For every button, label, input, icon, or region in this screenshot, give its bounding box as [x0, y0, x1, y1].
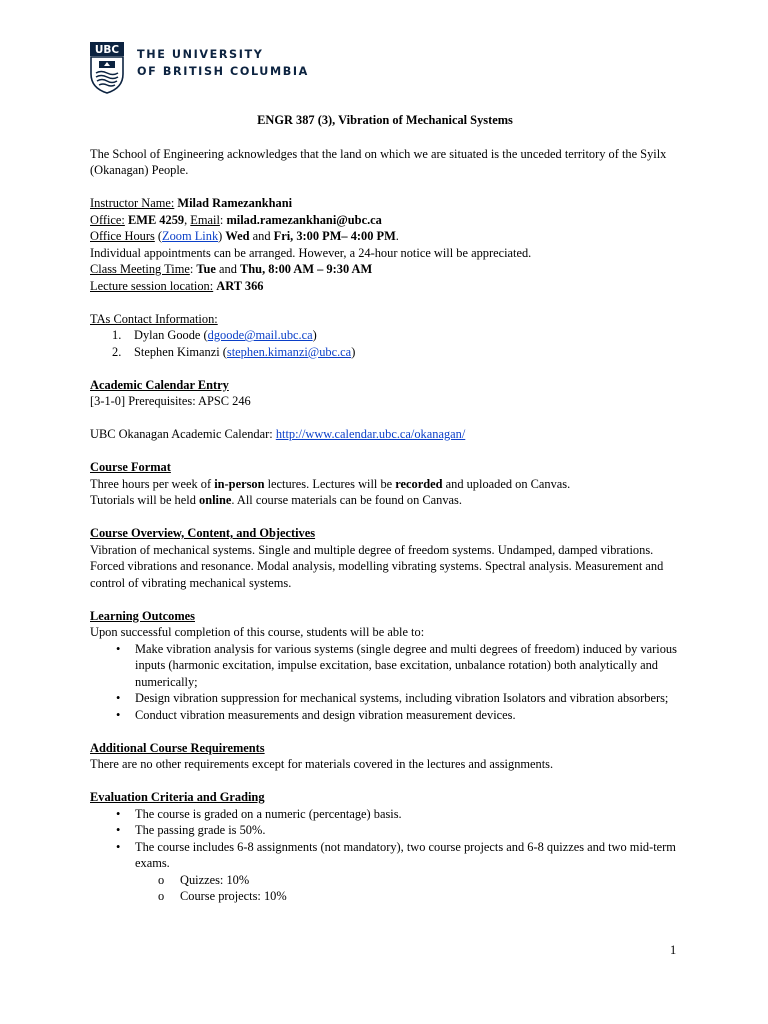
- office-label: Office:: [90, 212, 125, 227]
- ta-email-link[interactable]: stephen.kimanzi@ubc.ca: [226, 344, 352, 359]
- office-hours-line: Office Hours (Zoom Link) Wed and Fri, 3:00 PM– 4:00 PM.: [90, 229, 399, 243]
- list-item: • The course is graded on a numeric (percentage) basis.: [116, 806, 402, 821]
- outcomes-heading: Learning Outcomes: [90, 608, 195, 623]
- ubc-crest-text: UBC: [94, 44, 120, 56]
- university-name: [137, 46, 309, 80]
- circle-bullet-icon: o: [158, 872, 165, 887]
- meeting-day-2: Thu, 8:00 AM – 9:30 AM: [240, 262, 373, 276]
- requirements-heading: Additional Course Requirements: [90, 740, 265, 755]
- zoom-link[interactable]: Zoom Link: [162, 229, 219, 243]
- course-format-text-2: Tutorials will be held online. All course materials can be found on Canvas.: [90, 493, 462, 507]
- office-hours-day-1: Wed: [225, 229, 250, 243]
- bullet-icon: •: [116, 641, 121, 656]
- lecture-location-label: Lecture session location:: [90, 278, 214, 293]
- grading-list: [90, 806, 680, 905]
- class-meeting-label: Class Meeting Time: [90, 262, 190, 276]
- circle-bullet-icon: o: [158, 889, 165, 903]
- ta-name: Dylan Goode: [134, 328, 201, 342]
- office-hours-label: Office Hours: [90, 229, 155, 243]
- bullet-icon: •: [116, 823, 121, 837]
- grading-heading: Evaluation Criteria and Grading: [90, 790, 265, 804]
- calendar-heading: Academic Calendar Entry: [90, 377, 229, 392]
- ta-item: 2. Stephen Kimanzi (stephen.kimanzi@ubc.ca): [112, 344, 356, 359]
- ta-item: 1. Dylan Goode (dgoode@mail.ubc.ca): [112, 328, 317, 342]
- ta-name: Stephen Kimanzi: [134, 344, 220, 359]
- ubc-crest-icon: [90, 42, 124, 94]
- lecture-location: ART 366: [216, 278, 264, 293]
- list-item: • Conduct vibration measurements and design vibration measurement devices.: [116, 707, 516, 722]
- outcomes-intro: Upon successful completion of this course, students will be able to:: [90, 625, 425, 639]
- syllabus-body: [90, 112, 680, 905]
- university-line-2: OF BRITISH COLUMBIA: [137, 65, 309, 78]
- instructor-name-label: Instructor Name:: [90, 196, 175, 210]
- list-item: o Course projects: 10%: [158, 889, 287, 903]
- class-meeting-line: Class Meeting Time: Tue and Thu, 8:00 AM – 9:30 AM: [90, 262, 373, 276]
- tas-heading: TAs Contact Information:: [90, 311, 218, 326]
- ubc-logo: [90, 42, 309, 94]
- course-title: ENGR 387 (3), Vibration of Mechanical Systems: [257, 113, 513, 127]
- overview-heading: Course Overview, Content, and Objectives: [90, 526, 316, 540]
- university-line-1: THE UNIVERSITY: [137, 48, 264, 61]
- lecture-location-line: [90, 278, 680, 295]
- list-item: • The passing grade is 50%.: [116, 823, 266, 837]
- calendar-link-line: UBC Okanagan Academic Calendar: http://www.calendar.ubc.ca/okanagan/: [90, 427, 466, 441]
- instructor-email: milad.ramezankhani@ubc.ca: [226, 212, 382, 227]
- appointments-note: Individual appointments can be arranged. However, a 24-hour notice will be appreciated.: [90, 245, 532, 260]
- office-room: EME 4259: [127, 212, 185, 227]
- instructor-name-line: [90, 195, 680, 212]
- overview-text: Vibration of mechanical systems. Single and multiple degree of freedom systems. Undamped, damped vibrations. Forced vibrations and resonance. Modal analysis, modelling vibrating systems. Spectral analysis. Measurement and control of vibrating mechanical systems.: [90, 542, 664, 590]
- email-label: Email: [190, 212, 220, 227]
- office-line: Office: EME 4259, Email: milad.ramezankhani@ubc.ca: [90, 212, 382, 227]
- ta-email-link[interactable]: dgoode@mail.ubc.ca: [207, 328, 313, 342]
- bullet-icon: •: [116, 806, 121, 821]
- course-format-text-1: Three hours per week of in-person lectures. Lectures will be recorded and uploaded on Canvas.: [90, 476, 571, 491]
- outcomes-list: [90, 641, 680, 724]
- prerequisites: [3-1-0] Prerequisites: APSC 246: [90, 394, 251, 408]
- requirements-text: There are no other requirements except for materials covered in the lectures and assignments.: [90, 757, 554, 771]
- land-acknowledgement: The School of Engineering acknowledges that the land on which we are situated is the unceded territory of the Syilx (Okanagan) People.: [90, 146, 667, 177]
- course-format-heading: Course Format: [90, 460, 171, 474]
- calendar-link[interactable]: http://www.calendar.ubc.ca/okanagan/: [275, 427, 466, 441]
- instructor-name: Milad Ramezankhani: [177, 196, 293, 210]
- meeting-day-1: Tue: [196, 262, 216, 276]
- list-item: • Make vibration analysis for various systems (single degree and multi degrees of freedom) induced by various inputs (harmonic excitation, impulse excitation, base excitation, unbalance rotation) both analytically and numerically;: [116, 641, 677, 689]
- page-number: 1: [670, 943, 677, 957]
- bullet-icon: •: [116, 691, 121, 705]
- bullet-icon: •: [116, 839, 121, 854]
- office-hours-day-2: Fri, 3:00 PM– 4:00 PM: [273, 229, 396, 243]
- bullet-icon: •: [116, 707, 121, 722]
- list-item: • The course includes 6-8 assignments (not mandatory), two course projects and 6-8 quizzes and two mid-term exams. o Quizzes: 10% o Course projects: 10%: [90, 839, 680, 905]
- ta-list: [90, 327, 680, 360]
- list-item: o Quizzes: 10%: [158, 872, 250, 887]
- list-item: • Design vibration suppression for mechanical systems, including vibration Isolators and vibration absorbers;: [116, 691, 669, 705]
- grading-sub-list: [135, 872, 680, 905]
